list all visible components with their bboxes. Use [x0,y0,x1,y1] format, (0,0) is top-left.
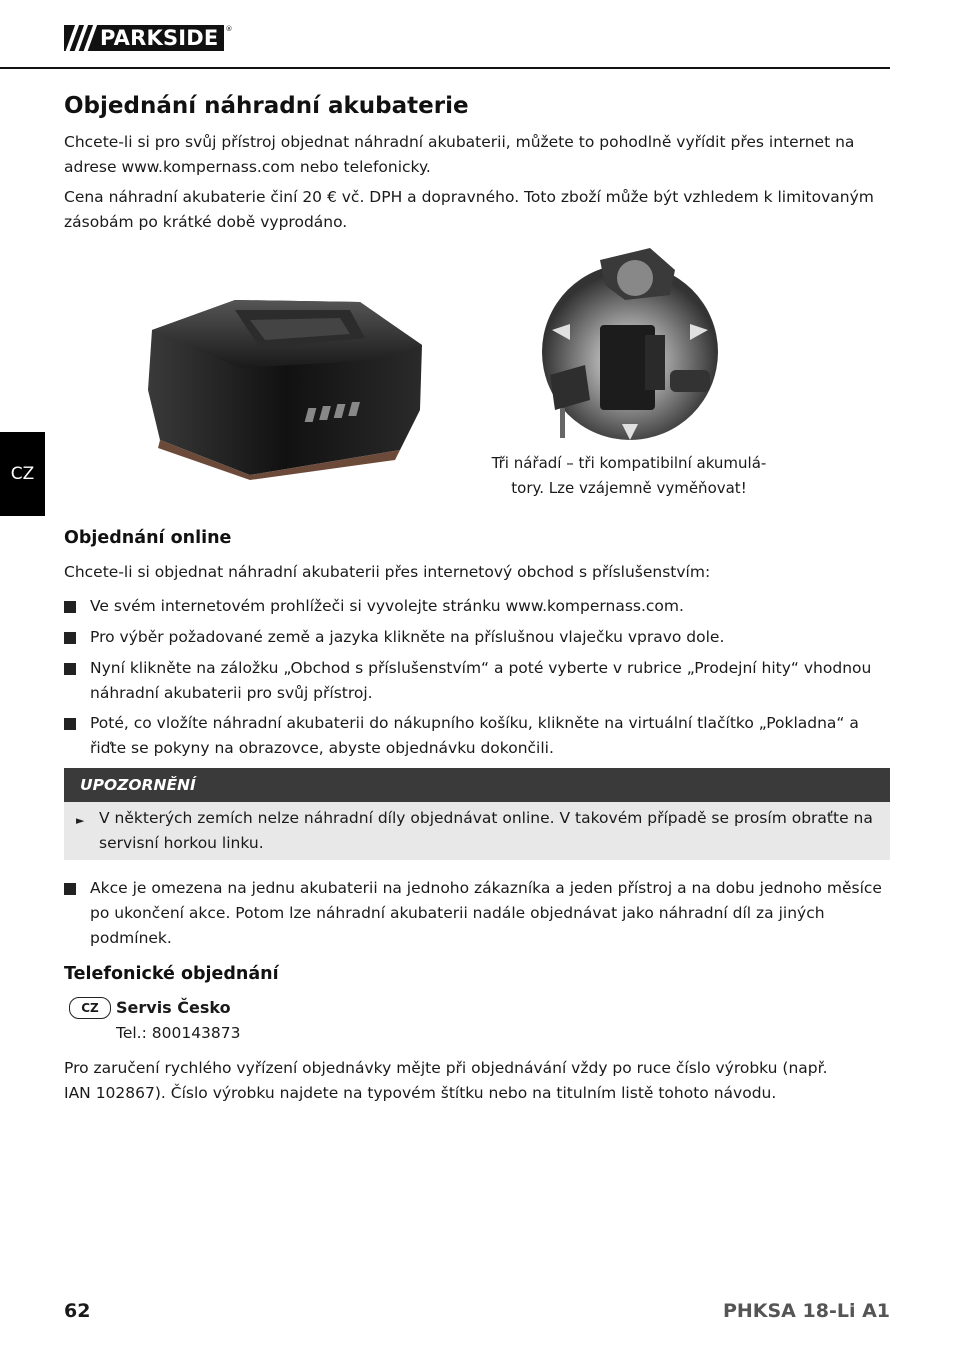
page-title: Objednání náhradní akubaterie [64,93,469,119]
list-item: Pro výběr požadované země a jazyka klikněte na příslušnou vlaječku vpravo dole. [64,625,890,650]
list-item: Akce je omezena na jednu akubaterii na jednoho zákazníka a jeden přístroj a na dobu jednoho měsíce po ukončení akce. Potom lze náhradní akubaterii nadále objednávat jako náhradní díl za jiných podmínek. [64,876,890,951]
online-intro: Chcete-li si objednat náhradní akubaterii přes internetový obchod s příslušenstvím: [64,563,711,581]
notice-heading: UPOZORNĚNÍ [64,768,890,802]
bullet-square-icon [64,601,76,613]
logo-text: PARKSIDE [98,25,224,51]
battery-image [140,290,430,480]
list-item: Nyní klikněte na záložku „Obchod s příslušenstvím“ a poté vyberte v rubrice „Prodejní hity“ vhodnou náhradní akubaterii pro svůj přístroj. [64,656,890,706]
tools-composite-image [530,240,730,445]
bullet-square-icon [64,632,76,644]
page-number: 62 [64,1300,91,1322]
notice-box [64,802,890,860]
registered-mark: ® [225,25,233,33]
bullet-square-icon [64,718,76,730]
service-phone: Tel.: 800143873 [116,1024,241,1042]
bullet-square-icon [64,883,76,895]
notice-text: V některých zemích nelze náhradní díly objednávat online. V takovém případě se prosím obraťte na servisní horkou linku. [99,809,873,852]
intro-paragraph-2: Cena náhradní akubaterie činí 20 € vč. DPH a dopravného. Toto zboží může být vzhledem k limitovaným zásobám po krátké době vyprodáno. [64,188,874,231]
section-heading-phone: Telefonické objednání [64,964,279,984]
model-name: PHKSA 18-Li A1 [722,1300,890,1322]
intro-paragraph-1: Chcete-li si pro svůj přístroj objednat náhradní akubaterii, můžete to pohodlně vyřídit přes internet na adrese www.kompernass.com nebo telefonicky. [64,133,855,176]
country-badge: CZ [69,997,111,1019]
language-tab: CZ [0,432,45,516]
list-item: Ve svém internetovém prohlížeči si vyvolejte stránku www.kompernass.com. [64,594,890,619]
bullet-square-icon [64,663,76,675]
section-heading-online: Objednání online [64,528,232,548]
header-rule [0,67,890,69]
parkside-logo [64,25,232,51]
logo-slashes-icon [64,25,98,51]
arrow-right-icon: ► [76,814,85,827]
image-caption: Tři nářadí – tři kompatibilní akumulá- tory. Lze vzájemně vyměňovat! [491,454,767,497]
closing-paragraph: Pro zaručení rychlého vyřízení objednávky mějte při objednávání vždy po ruce číslo výrobku (např. IAN 102867). Číslo výrobku najdete na typovém štítku nebo na titulním listě tohoto návodu. [64,1059,828,1102]
list-item: Poté, co vložíte náhradní akubaterii do nákupního košíku, klikněte na virtuální tlačítko „Pokladna“ a řiďte se pokyny na obrazovce, abyste objednávku dokončili. [64,711,890,761]
service-name: Servis Česko [116,998,231,1017]
